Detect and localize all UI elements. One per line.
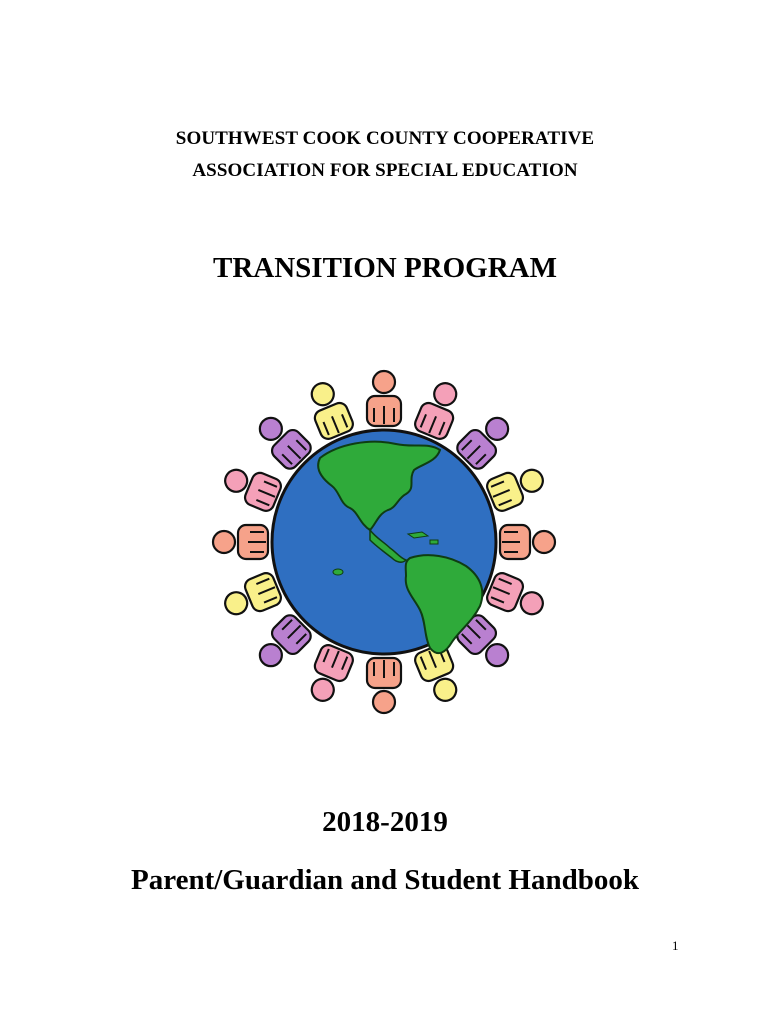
person-figure-icon — [413, 378, 465, 442]
person-figure-icon — [485, 571, 549, 623]
person-figure-icon — [213, 525, 268, 559]
person-figure-icon — [367, 371, 401, 426]
person-figure-icon — [303, 643, 355, 707]
person-figure-icon — [220, 461, 284, 513]
person-figure-icon — [500, 525, 555, 559]
person-figure-icon — [303, 378, 355, 442]
person-figure-icon — [485, 461, 549, 513]
program-title: TRANSITION PROGRAM — [213, 252, 557, 284]
school-year: 2018-2019 — [322, 806, 448, 838]
organization-name-line-2: ASSOCIATION FOR SPECIAL EDUCATION — [192, 160, 578, 181]
globe-with-people-circle-icon — [200, 358, 568, 726]
page-number: 1 — [672, 938, 679, 953]
person-figure-icon — [220, 571, 284, 623]
organization-name-line-1: SOUTHWEST COOK COUNTY COOPERATIVE — [175, 128, 595, 149]
person-figure-icon — [367, 658, 401, 713]
handbook-title: Parent/Guardian and Student Handbook — [131, 864, 639, 896]
globe — [272, 430, 496, 654]
